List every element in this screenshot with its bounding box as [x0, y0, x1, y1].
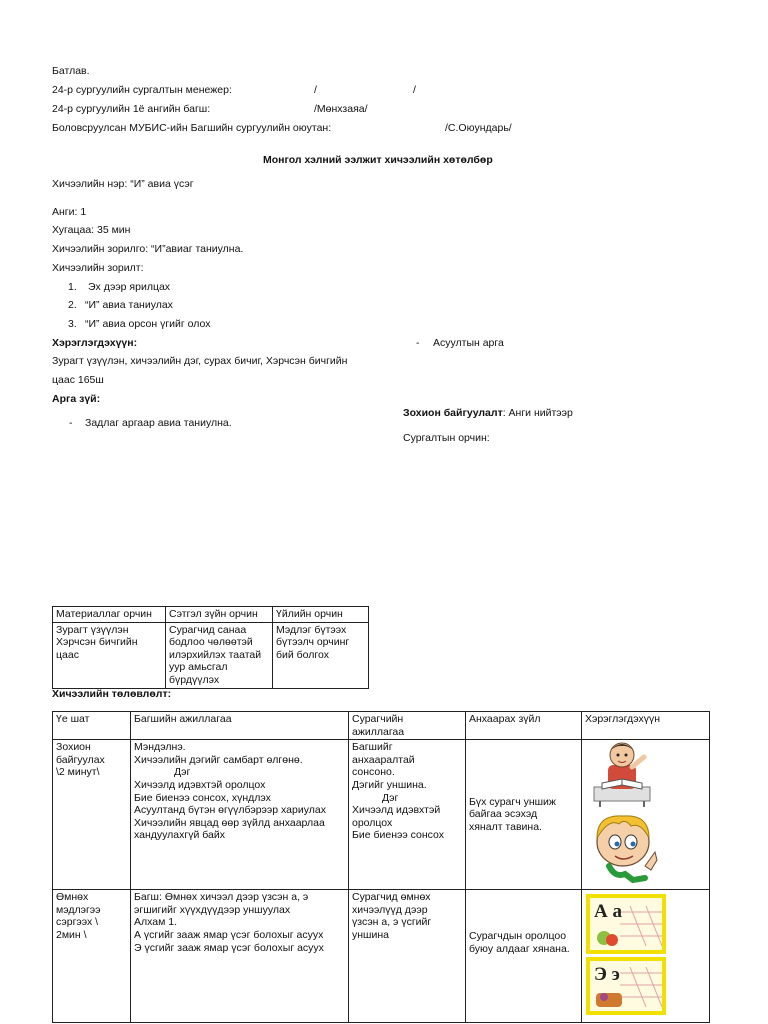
- cell-line: Хичээлд идэвхтэй: [352, 804, 441, 817]
- env-cell-material: [53, 622, 166, 688]
- method-dash: -: [69, 417, 73, 429]
- lesson-grade: Анги: 1: [52, 206, 87, 218]
- cell-line: мэдлэгээ: [56, 903, 101, 916]
- cell-line: Бүх сурагч уншиж: [469, 795, 556, 808]
- cell-line: хандуулахгүй байх: [134, 829, 225, 842]
- plan-header-stage: Үе шат: [53, 712, 131, 740]
- cell-line: хичээлүүд дээр: [352, 903, 428, 916]
- plan-table-header: [53, 712, 710, 740]
- cell-line: Э үсгийг зааж ямар үсэг болохыг асуух: [134, 941, 324, 954]
- lesson-name: Хичээлийн нэр: “И” авиа үсэг: [52, 178, 194, 190]
- row1-attention: [466, 740, 582, 890]
- card-letters-e: Э э: [594, 964, 620, 985]
- method-item-right: Асуултын арга: [433, 337, 504, 349]
- author-name: /С.Оюундарь/: [445, 122, 512, 134]
- env-cell-psych: [166, 622, 273, 688]
- row2-attention: [466, 890, 582, 1023]
- plan-label: Хичээлийн төлөвлөлт:: [52, 688, 172, 700]
- plan-header-materials: Хэрэглэгдэхүүн: [582, 712, 710, 740]
- objective-num-2: 2.: [68, 299, 77, 311]
- cell-line: бүрдүүлэх: [169, 673, 220, 686]
- cell-line: сэргээх \: [56, 916, 99, 929]
- cell-line: эгшигийг хүүхдүүдээр уншуулах: [134, 903, 291, 916]
- letter-card-e: [586, 957, 666, 1015]
- cell-line: Бие биенээ сонсох, хүндлэх: [134, 791, 271, 804]
- approve-text: Батлав.: [52, 65, 90, 77]
- organization-line: [403, 407, 573, 420]
- cell-line: Бие биенээ сонсох: [352, 829, 445, 842]
- method-label: Арга зүй:: [52, 393, 101, 405]
- cell-line: ажиллагаа: [352, 725, 405, 738]
- teacher-label: 24-р сургуулийн 1ё ангийн багш:: [52, 103, 211, 115]
- cell-line: Сурагчдын оролцоо: [469, 930, 567, 943]
- thinking-boy-illustration: [585, 808, 661, 884]
- cell-line: Хичээлд идэвхтэй оролцох: [134, 778, 266, 791]
- cell-line: уур амьсгал: [169, 661, 228, 674]
- objective-text-2: “И” авиа таниулах: [85, 299, 173, 311]
- lesson-duration: Хугацаа: 35 мин: [52, 224, 131, 236]
- manager-mark-1: /: [314, 84, 317, 96]
- environment-table: [52, 606, 369, 689]
- cell-line: А үсгийг зааж ямар үсэг болохыг асуух: [134, 928, 324, 941]
- objectives-label: Хичээлийн зорилт:: [52, 262, 144, 274]
- environment-table-row: [53, 622, 369, 688]
- cell-line: байгуулах: [56, 753, 105, 766]
- plan-header-student: [349, 712, 466, 740]
- cell-line: хяналт тавина.: [469, 820, 542, 833]
- cell-line: Өмнөх: [56, 891, 89, 904]
- cell-line: сонсоно.: [352, 766, 395, 779]
- cell-line: Хичээлийн дэгийг самбарт өлгөнө.: [134, 753, 303, 766]
- cell-line: Зохион: [56, 741, 91, 754]
- cell-line: \2 минут\: [56, 766, 100, 779]
- cell-line: бий болгох: [276, 648, 329, 661]
- cell-line: цаас: [56, 648, 79, 661]
- method-dash-right: -: [416, 337, 420, 349]
- objective-num-1: 1.: [68, 281, 77, 293]
- cell-line: Дэг: [174, 766, 191, 779]
- plan-header-attention: Анхаарах зүйл: [466, 712, 582, 740]
- cell-line: Алхам 1.: [134, 916, 177, 929]
- row1-teacher: [131, 740, 349, 890]
- cell-line: уншина: [352, 928, 389, 941]
- cell-line: Асуултанд бүтэн өгүүлбэрээр хариулах: [134, 804, 326, 817]
- teacher-name: /Мөнхзаяа/: [314, 103, 368, 115]
- cell-line: илэрхийлэх таатай: [169, 648, 262, 661]
- cell-line: буюу алдааг хянана.: [469, 942, 570, 955]
- cell-line: Багшийг: [352, 741, 393, 754]
- cell-line: Сурагчид санаа: [169, 623, 247, 636]
- plan-header-teacher: Багшийн ажиллагаа: [131, 712, 349, 740]
- cell-line: Дэг: [382, 791, 399, 804]
- cell-line: Хэрчсэн бичгийн: [56, 636, 138, 649]
- materials-label: Хэрэглэгдэхүүн:: [52, 337, 138, 349]
- reading-student-illustration: [588, 737, 656, 807]
- cell-line: Сурагчид өмнөх: [352, 891, 431, 904]
- row2-stage: [53, 890, 131, 1023]
- letter-card-a: [586, 894, 666, 954]
- objective-text-1: Эх дээр ярилцах: [88, 281, 171, 293]
- cell-line: Зурагт үзүүлэн: [56, 623, 129, 636]
- env-header-action: Үйлийн орчин: [273, 607, 369, 623]
- cell-line: Мэдлэг бүтээх: [276, 623, 347, 636]
- cell-line: анхааралтай: [352, 753, 415, 766]
- environment-label: Сургалтын орчин:: [403, 432, 490, 444]
- author-label: Боловсруулсан МУБИС-ийн Багшийн сургуулийн оюутан:: [52, 122, 332, 134]
- cell-line: бодлоо чөлөөтэй: [169, 636, 253, 649]
- objective-text-3: “И” авиа орсон үгийг олох: [85, 318, 211, 330]
- cell-line: бүтээлч орчинг: [276, 636, 350, 649]
- cell-line: 2мин \: [56, 928, 87, 941]
- environment-table-header: [53, 607, 369, 623]
- cell-line: Багш: Өмнөх хичээл дээр үзсэн а, э: [134, 891, 309, 904]
- cell-line: Дэгийг уншина.: [352, 778, 427, 791]
- env-header-material: Материаллаг орчин: [53, 607, 166, 623]
- cell-line: оролцох: [352, 816, 393, 829]
- organization-value: : Анги нийтээр: [502, 407, 573, 419]
- row2-teacher: [131, 890, 349, 1023]
- row1-stage: [53, 740, 131, 890]
- env-header-psych: Сэтгэл зүйн орчин: [166, 607, 273, 623]
- materials-line-1: Зурагт үзүүлэн, хичээлийн дэг, сурах бичиг, Хэрчсэн бичгийн: [52, 355, 348, 367]
- document-title: Монгол хэлний ээлжит хичээлийн хөтөлбөр: [263, 154, 493, 166]
- cell-line: Хичээлийн явцад өөр зүйлд анхаарлаа: [134, 816, 325, 829]
- row1-student: [349, 740, 466, 890]
- manager-mark-2: /: [413, 84, 416, 96]
- organization-label: Зохион байгуулалт: [403, 407, 503, 419]
- objective-num-3: 3.: [68, 318, 77, 330]
- env-cell-action: [273, 622, 369, 688]
- cell-line: үзсэн а, э үсгийг: [352, 916, 432, 929]
- materials-line-2: цаас 165ш: [52, 374, 104, 386]
- card-letters-a: А а: [594, 901, 622, 922]
- cell-line: байгаа эсэхэд: [469, 808, 538, 821]
- cell-line: Мэндэлнэ.: [134, 741, 186, 754]
- manager-label: 24-р сургуулийн сургалтын менежер:: [52, 84, 232, 96]
- row2-student: [349, 890, 466, 1023]
- cell-line: Сурагчийн: [352, 713, 404, 725]
- lesson-goal: Хичээлийн зорилго: “И”авиаг таниулна.: [52, 243, 244, 255]
- method-item: Задлаг аргаар авиа таниулна.: [85, 417, 232, 429]
